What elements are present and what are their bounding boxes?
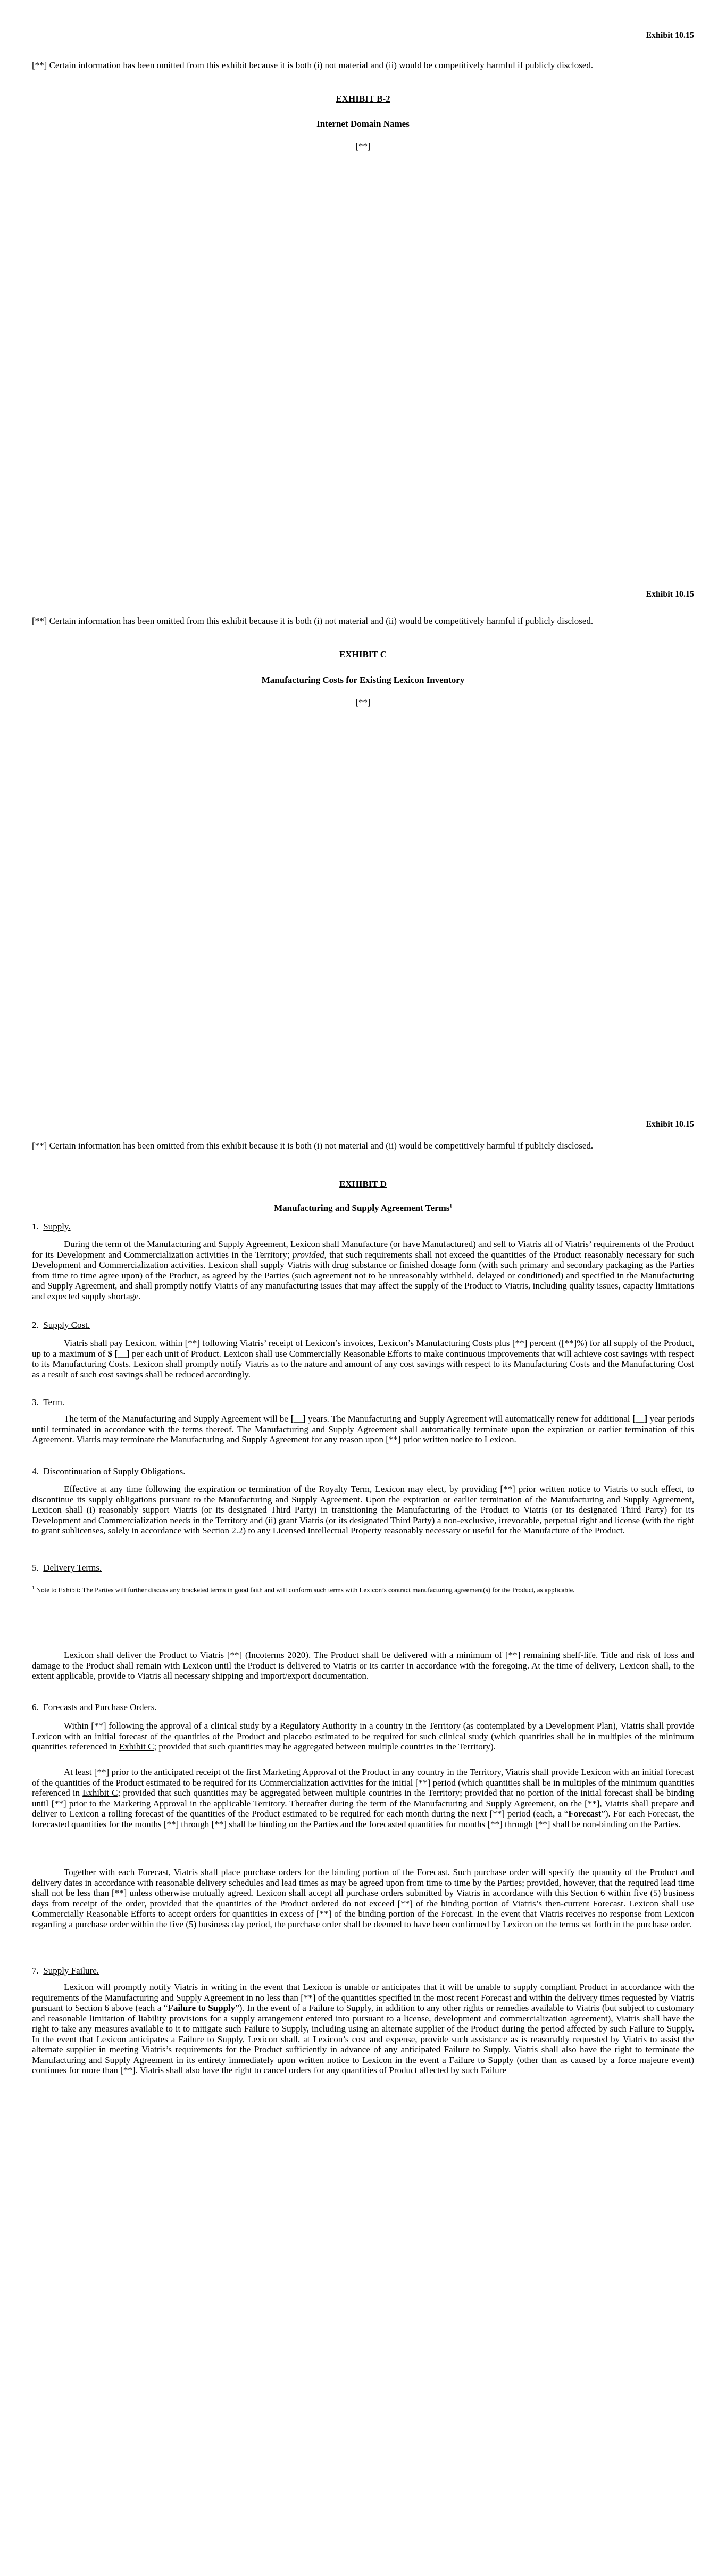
section-heading: 6. Forecasts and Purchase Orders. — [32, 1702, 157, 1712]
section-paragraph: Within [**] following the approval of a clinical study by a Regulatory Authority in a country in the Territory (as contemplated by a Development Plan), Viatris shall provide Lexicon with an initial forecast of the quantities of the Product and placebo estimated to be required for such clinical study (which quantities shall be in multiples of the minimum quantities referenced in Exhibit C; provided that such quantities may be aggregated between multiple countries in the Territory). — [32, 1721, 694, 1752]
section-paragraph: Effective at any time following the expiration or termination of the Royalty Term, Lexicon may elect, by providing [**] prior written notice to Viatris to such effect, to discontinue its supply obligations pursuant to the Manufacturing and Supply Agreement. Upon the expiration or earlier termination of the Manufacturing and Supply Agreement, Lexicon shall (i) reasonably support Viatris (or its designated Third Party) in transitioning the Manufacturing of the Product to Viatris (or its designated Third Party) for its Development and Commercialization needs in the Territory and (ii) grant Viatris (or its designated Third Party) a non-exclusive, irrevocable, perpetual right and license (with the right to grant sublicenses, solely in accordance with Section 2.2) to any Licensed Intellectual Property reasonably necessary or useful for the Manufacture of the Product. — [32, 1484, 694, 1535]
section-paragraph: The term of the Manufacturing and Supply Agreement will be [__] years. The Manufacturing and Supply Agreement will automatically renew for additional [__] year periods until terminated in accordance with the terms thereof. The Manufacturing and Supply Agreement shall automatically terminate upon the expiration or earlier termination of this Agreement. Viatris may terminate the Manufacturing and Supply Agreement for any reason upon [**] prior written notice to Lexicon. — [32, 1414, 695, 1444]
exhibit-label: Exhibit 10.15 — [646, 1120, 694, 1129]
section-paragraph: Lexicon will promptly notify Viatris in writing in the event that Lexicon is unable or anticipates that it will be unable to supply compliant Product in accordance with the requirements of the Manufacturing and Supply Agreement in no less than [**] of the quantities specified in the most recent Forecast and within the delivery times requested by Viatris pursuant to Section 6 above (each a “Failure to Supply”). In the event of a Failure to Supply, in addition to any other rights or remedies available to Viatris (but subject to customary and reasonable limitation of liability provisions for a supply arrangement entered into pursuant to a license, development and commercialization agreement), Viatris shall have the right to take any measures available to it to mitigate such Failure to Supply, including using an alternate supplier of the Product during the period affected by such Failure to Supply. In the event that Lexicon anticipates a Failure to Supply, Lexicon shall, at Lexicon’s cost and expense, provide such assistance as is reasonably requested by Viatris to assist the alternate supplier in meeting Viatris’s requirements for the Product sufficiently in advance of any anticipated Failure to Supply. Viatris shall also have the right to terminate the Manufacturing and Supply Agreement in its entirety immediately upon written notice to Lexicon in the event a Failure to Supply (other than as caused by a force majeure event) continues for more than [**]. Viatris shall also have the right to cancel orders for any quantities of Product affected by such Failure — [32, 1982, 694, 2075]
section-paragraph: Together with each Forecast, Viatris shall place purchase orders for the binding portion of the Forecast. Such purchase order will specify the quantity of the Product and delivery dates in accordance with reasonable delivery schedules and lead times as may be agreed upon from time to time by the Parties; provided, however, that the required lead time shall not be less than [**] unless otherwise mutually agreed. Lexicon shall accept all purchase orders submitted by Viatris in accordance with this Section 6 within five (5) business days from receipt of the order, provided that the quantities of the Product ordered do not exceed [**] of the binding portion of Viatris’s then-current Forecast. Lexicon shall use Commercially Reasonable Efforts to accept orders for quantities in excess of [**] of the binding portion of the Forecast. In the event that Viatris receives no response from Lexicon regarding a purchase order within the five (5) business day period, the purchase order shall be deemed to have been confirmed by Lexicon on the terms set forth in the purchase order. — [32, 1867, 694, 1929]
exhibit-reference: Exhibit C — [119, 1741, 154, 1752]
section-heading: 4. Discontinuation of Supply Obligations. — [32, 1466, 186, 1476]
section-paragraph: Lexicon shall deliver the Product to Viatris [**] (Incoterms 2020). The Product shall be delivered with a minimum of [**] remaining shelf-life. Title and risk of loss and damage to the Product shall remain with Lexicon until the Product is delivered to Viatris or its carrier in accordance with the foregoing. At the time of delivery, Lexicon shall, to the extent applicable, provide to Viatris all necessary shipping and import/export documentation. — [32, 1650, 694, 1681]
exhibit-reference: Exhibit C — [82, 1788, 118, 1798]
footnote: $^1$ Note to Exhibit: The Parties will further discuss any bracketed terms in good faith and will conform such terms with Lexicon’s contract manufacturing agreement(s) for the Product, as applicable. — [32, 1585, 575, 1594]
omission-note: [**] Certain information has been omitted from this exhibit because it is both (i) not material and (ii) would be competitively harmful if publicly disclosed. — [32, 60, 594, 70]
section-heading: 2. Supply Cost. — [32, 1320, 90, 1330]
exhibit-label: Exhibit 10.15 — [646, 590, 694, 599]
section-paragraph: At least [**] prior to the anticipated receipt of the first Marketing Approval of the Product in any country in the Territory, Viatris shall provide Lexicon with an initial forecast of the quantities of the Product estimated to be required for its Commercialization activities for the initial [**] period (which quantities shall be in multiples of the minimum quantities referenced in Exhibit C; provided that such quantities may be aggregated between multiple countries in the Territory; provided that no portion of the initial forecast shall be binding until [**] prior to the Marketing Approval in the applicable Territory. Thereafter during the term of the Manufacturing and Supply Agreement, on the [**], Viatris shall prepare and deliver to Lexicon a rolling forecast of the quantities of the Product estimated to be required for each month during the next [**] period (each, a “Forecast”). For each Forecast, the forecasted quantities for the months [**] through [**] shall be binding on the Parties and the forecasted quantities for months [**] through [**] shall be non-binding on the Parties. — [32, 1767, 694, 1829]
exhibit-label: Exhibit 10.15 — [646, 31, 694, 40]
exhibit-title: EXHIBIT D — [339, 1179, 387, 1189]
omission-note: [**] Certain information has been omitted from this exhibit because it is both (i) not material and (ii) would be competitively harmful if publicly disclosed. — [32, 1141, 594, 1151]
exhibit-title: EXHIBIT B-2 — [336, 94, 390, 104]
exhibit-subtitle: Manufacturing Costs for Existing Lexicon Inventory — [261, 675, 465, 685]
exhibit-subtitle: Internet Domain Names — [316, 119, 410, 129]
redacted-content: [**] — [355, 697, 371, 707]
exhibit-subtitle: Manufacturing and Supply Agreement Terms$^1$ — [274, 1203, 452, 1213]
section-paragraph: Viatris shall pay Lexicon, within [**] following Viatris’ receipt of Lexicon’s invoices, Lexicon’s Manufacturing Costs plus [**] percent ([**]%) for all supply of the Product, up to a maximum of $ [__] per each unit of Product. Lexicon shall use Commercially Reasonable Efforts to make continuous improvements that will achieve cost savings with respect to its Manufacturing Costs. Lexicon shall promptly notify Viatris as to the nature and amount of any cost savings with respect to its Manufacturing Costs and the Manufacturing Cost as a result of such cost savings shall be reduced accordingly. — [32, 1338, 695, 1380]
redacted-content: [**] — [355, 141, 371, 151]
omission-note: [**] Certain information has been omitted from this exhibit because it is both (i) not material and (ii) would be competitively harmful if publicly disclosed. — [32, 616, 594, 626]
section-paragraph: During the term of the Manufacturing and Supply Agreement, Lexicon shall Manufacture (or have Manufactured) and sell to Viatris all of Viatris’ requirements of the Product for its Development and Commercialization activities in the Territory; provided, that such requirements shall not exceed the quantities of the Product reasonably necessary for such Development and Commercialization activities. Lexicon shall supply Viatris with drug substance or finished dosage form (with such primary and secondary packaging as the Parties from time to time agree upon) of the Product, as agreed by the Parties (such agreement not to be unreasonably withheld, delayed or conditioned) and specified in the Manufacturing and Supply Agreement, and shall promptly notify Viatris of any manufacturing issues that may affect the supply of the Product to Viatris, including quality issues, capacity limitations and expected supply shortage. — [32, 1239, 694, 1301]
footnote-marker: 1 — [449, 1203, 452, 1209]
section-heading: 5. Delivery Terms. — [32, 1563, 102, 1573]
section-heading: 1. Supply. — [32, 1221, 71, 1232]
section-heading: 3. Term. — [32, 1397, 65, 1407]
section-heading: 7. Supply Failure. — [32, 1966, 99, 1976]
exhibit-title: EXHIBIT C — [339, 649, 387, 659]
